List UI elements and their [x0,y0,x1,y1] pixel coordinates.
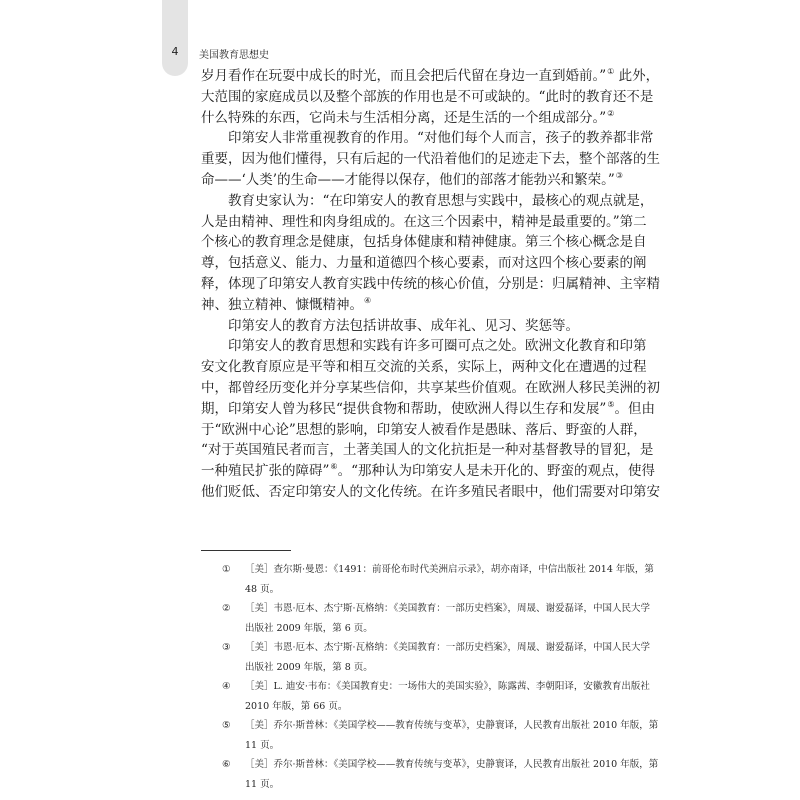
text-line: 于“欧洲中心论”思想的影响，印第安人被看作是愚昧、落后、野蛮的人群， [201,421,647,438]
text-line: 安文化教育原应是平等和相互交流的关系，实际上，两种文化在遭遇的过程 [201,359,647,376]
text-line: 印第安人的教育思想和实践有许多可圈可点之处。欧洲文化教育和印第 [228,338,647,355]
footnote-ref[interactable]: ④ [364,295,372,305]
footnote-ref[interactable]: ③ [615,170,623,180]
footnote-item: ⑥ ［美］乔尔·斯普林：《美国学校——教育传统与变革》，史静寰译，人民教育出版社 2010 年版，第 11 页。 [222,755,608,794]
text-line: 印第安人非常重视教育的作用。“对他们每个人而言，孩子的教养都非常 [228,130,654,147]
footnote-marker: ⑤ [222,720,231,731]
text-line: 期，印第安人曾为移民“提供食物和帮助，使欧洲人得以生存和发展”⑤。但由 [201,399,655,417]
text-line: 神、独立精神、慷慨精神。④ [201,295,372,313]
text-line: 人是由精神、理性和肉身组成的。在这三个因素中，精神是最重要的。”第二 [201,213,647,230]
page-number: 4 [171,45,179,58]
text-line: 个核心的教育理念是健康，包括身体健康和精神健康。第三个核心概念是自 [201,234,647,251]
text-line: 释，体现了印第安人教育实践中传统的核心价值，分别是：归属精神、主宰精 [201,275,660,292]
footnote-marker: ④ [222,681,231,692]
text-line: 岁月看作在玩耍中成长的时光，而且会把后代留在身边一直到婚前。”① 此外， [201,67,660,84]
footnote-marker: ⑥ [222,759,231,770]
text-line: “对于英国殖民者而言，土著美国人的文化抗拒是一种对基督教导的冒犯，是 [201,442,654,459]
footnote-marker: ① [222,564,231,575]
footnote-ref[interactable]: ② [607,108,615,118]
text-line: 教育史家认为：“在印第安人的教育思想与实践中，最核心的观点就是， [228,192,654,209]
footnote-ref[interactable]: ① [607,67,615,76]
footnote-item: ④ ［美］L. 迪安·韦布：《美国教育史：一场伟大的美国实验》，陈露茜、李朝阳译，安徽教育出版社 2010 年版，第 66 页。 [222,677,608,716]
text-line: 他们贬低、否定印第安人的文化传统。在许多殖民者眼中，他们需要对印第安 [201,483,660,500]
footnote-item: ① ［美］查尔斯·曼恩：《1491：前哥伦布时代美洲启示录》，胡亦南译，中信出版社 2014 年版，第 48 页。 [222,560,608,599]
text-line: 中，都曾经历变化并分享某些信仰，共享某些价值观。在欧洲人移民美洲的初 [201,379,660,396]
text-line: 印第安人的教育方法包括讲故事、成年礼、见习、奖惩等。 [228,317,579,334]
text-line: 一种殖民扩张的障碍”⑥。“那种认为印第安人是未开化的、野蛮的观点，使得 [201,462,655,480]
running-head-title: 美国教育思想史 [199,50,269,61]
text-line: 大范围的家庭成员以及整个部族的作用也是不可或缺的。“此时的教育还不是 [201,88,654,105]
footnotes [222,560,659,794]
main-text [201,66,660,503]
footnote-divider [201,550,291,551]
text-line: 尊，包括意义、能力、力量和道德四个核心要素，而对这四个核心要素的阐 [201,255,647,272]
footnote-item: ② ［美］韦恩·厄本、杰宁斯·瓦格纳：《美国教育：一部历史档案》，周晟、谢爱磊译，中国人民大学 出版社 2009 年版，第 6 页。 [222,599,608,638]
footnote-item: ⑤ ［美］乔尔·斯普林：《美国学校——教育传统与变革》，史静寰译，人民教育出版社 2010 年版，第 11 页。 [222,716,608,755]
footnote-ref[interactable]: ⑥ [330,462,338,472]
footnote-ref[interactable]: ⑤ [607,399,615,409]
page-number-tab [162,0,188,76]
footnote-marker: ③ [222,642,231,653]
text-line: 什么特殊的东西，它尚未与生活相分离，还是生活的一个组成部分。”② [201,108,615,126]
footnote-marker: ② [222,603,231,614]
footnote-item: ③ ［美］韦恩·厄本、杰宁斯·瓦格纳：《美国教育：一部历史档案》，周晟、谢爱磊译，中国人民大学 出版社 2009 年版，第 8 页。 [222,638,608,677]
text-line: 命——‘人类’的生命——才能得以保存，他们的部落才能勃兴和繁荣。”③ [201,170,623,188]
text-line: 重要，因为他们懂得，只有后起的一代沿着他们的足迹走下去，整个部落的生 [201,151,660,168]
